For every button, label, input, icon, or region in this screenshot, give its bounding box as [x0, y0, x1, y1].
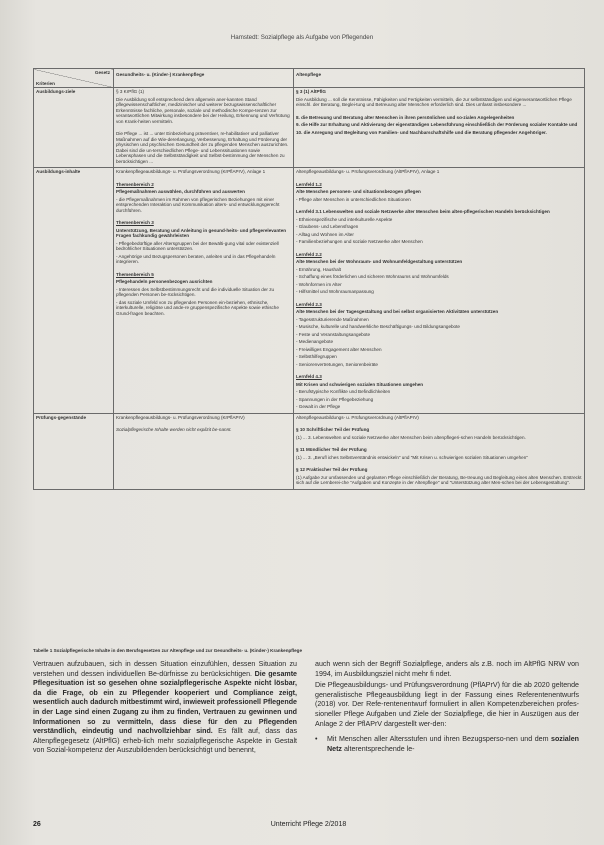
bullet-item: [315, 735, 579, 754]
cell-line: - Berufstypische Konflikte und Befindlichkeiten: [296, 389, 391, 394]
cell-line: - Alltag und Wohnen im Alter: [296, 231, 354, 237]
cell-line: Die Ausbildung ... soll die Kenntnisse, Fähigkeiten und Fertigkeiten vermitteln, die zur selbstständigen und eigenverantwortlichen Pflege einschl. der Beratung, Beglei-tung und Betreuung alter Menschen erforderlich sind. Dies umfasst insbesondere ...: [296, 96, 572, 107]
table-row: [34, 413, 585, 489]
cell-line: - Medienangebote: [296, 339, 334, 344]
col1-header: Gesundheits- u. (Kinder-) Krankenpflege: [114, 69, 294, 88]
body-right-column: [315, 660, 579, 754]
cell-line: § 3 (1) AltPflG: [296, 89, 326, 94]
cell-line: Themenbereich 2: [116, 181, 154, 187]
body-left-column: [33, 660, 297, 758]
cell-line: - Glaubens- und Lebensfragen: [296, 224, 359, 229]
spacer: [296, 422, 582, 425]
criterion-cell: Prüfungs-gegenstände: [34, 413, 114, 489]
cell-line: Mit Krisen und schwierigen sozialen Situationen umgehen: [296, 381, 424, 387]
spacer: [296, 177, 582, 180]
cell-line: - Schaffung eines förderlichen und sicheren Wohnraums und Wohnumfelds: [296, 274, 449, 279]
cell-line: - Selbsthilfegruppen: [296, 354, 337, 359]
cell-line: - Hilfsmittel und Wohnraumanpassung: [296, 289, 374, 294]
spacer: [116, 126, 291, 129]
running-head: Hamstedt: Sozialpflege als Aufgabe von Pflegenden: [230, 34, 374, 41]
col2-cell: [294, 168, 585, 414]
spacer: [296, 297, 582, 300]
body-right-paragraph-1: auch wenn sich der Begriff Sozialpflege, anders als z.B. noch im AltPflG NRW von 1994, im Ausbildungsziel nicht mehr fi ndet.: [315, 660, 579, 678]
page-number: 26: [33, 821, 41, 828]
col1-cell: [114, 88, 294, 168]
cell-line: Lernfeld 1.2: [296, 181, 322, 187]
curriculum-table: [33, 68, 585, 490]
cell-line: Themenbereich 5: [116, 271, 154, 277]
journal-title: Unterricht Pflege 2/2018: [270, 821, 347, 828]
cell-line: Lernfeld 2.3: [296, 301, 322, 307]
cell-line: Pflegehandeln personenbezogen ausrichten: [116, 279, 213, 284]
spacer: [296, 247, 582, 250]
cell-line: (1) ... 3. „Berufl iches Selbstverständnis entwickeln" und "Mit Krisen u. schwierigen sozialen Situationen umgehen": [296, 454, 528, 460]
corner-cell: [34, 69, 114, 88]
spacer: [296, 110, 582, 113]
cell-line: Alte Menschen personen- und situationsbezogen pflegen: [296, 189, 421, 194]
cell-line: - Ethnienspezifische und interkulturelle Aspekte: [296, 216, 393, 222]
cell-line: Unterstützung, Beratung und Anleitung in gesund-heits- und pflegerelevanten Fragen fachkundig gewährleisten: [116, 227, 287, 238]
spacer: [116, 177, 291, 180]
cell-line: - Feste und Veranstaltungsangebote: [296, 331, 371, 337]
col1-cell: [114, 168, 294, 414]
cell-line: (1) ... 3. Lebenswelten und soziale Netzwerke alter Menschen beim altenpflegeri-schen Handeln berücksichtigen.: [296, 434, 526, 440]
col2-header: Altenpflege: [294, 69, 585, 88]
spacer: [296, 369, 582, 372]
cell-line: - Pflegebedürftige aller Altersgruppen bei der Bewälti-gung vital oder existenziell bedrohlicher Situationen unterstützen.: [116, 240, 279, 251]
cell-line: § 12 Praktischer Teil der Prüfung: [296, 467, 368, 472]
bullet-icon: •: [315, 735, 318, 744]
cell-line: - Seniorenvertretungen, Seniorenbeiräte: [296, 361, 378, 367]
cell-line: Themenbereich 3: [116, 220, 154, 225]
table-row: [34, 88, 585, 168]
spacer: [296, 442, 582, 445]
body-right-paragraph-2: Die Pflegeausbildungs- und Prüfungsverordnung (PflAPrV) für die ab 2020 geltende generalistische Pflegeausbildung liegt in der Fassung eines Referentenentwurfs (2018) vor. Der Refe-rentenentwurf formuliert in allen Kompetenzbereichen profes-sioneller Pflege Aufgaben und Ziele der Sozialpflege, die hier in Auszügen aus der Anlage 2 der PflAPrV dargestellt wer-den:: [315, 681, 579, 728]
cell-line: - Ernährung, Haushalt: [296, 266, 341, 272]
spacer: [116, 267, 291, 270]
cell-line: Lernfeld 2.2: [296, 251, 322, 257]
cell-line: - Tagesstrukturierende Maßnahmen: [296, 316, 369, 322]
cell-line: - Familienbeziehungen und soziale Netzwerke alter Menschen: [296, 239, 423, 244]
cell-line: 10. die Anregung und Begleitung von Familien- und Nachbarschaftshilfe und die Beratung pflegender Angehöriger.: [296, 129, 547, 135]
cell-line: Altenpflegeausbildungs- u. Prüfungsverordnung (AltPflAPrV): [296, 414, 419, 420]
cell-line: § 11 Mündlicher Teil der Prüfung: [296, 447, 367, 452]
cell-line: Die Pflege ... ist ... unter Einbeziehung präventiver, re-habilitativer und palliativer Maßnahmen auf die Wie-dererlangung, Verbesserung, Erhaltung und Förderung der physischen und psychischen Gesundheit der zu pflegenden Menschen auszurichten. Dabei sind die un-terschiedlichen Pflege- und Lebenssituationen sowie Lebensphasen und die Selbstständigkeit und Selbst-bestimmung der Menschen zu berücksichtigen ...: [116, 131, 289, 164]
cell-line: Pflegemaßnahmen auswählen, durchführen und auswerten: [116, 189, 245, 194]
spacer: [116, 422, 291, 425]
body-left-text: Vertrauen aufzubauen, sich in dessen Situation einzufühlen, dessen Situation zu verstehen und dessen individuellen Be-dürfnisse zu berücksichtigen. Die gesamte Pflegesituation ist so gesehen ohne sozialpflegerische Aspekte nicht lösbar, da die Frage, ob ein zu Pflegender kooperiert und Compliance zeigt, wesentlich auch dadurch mitbestimmt wird, inwieweit professionell Pflegende in der Lage sind einen Zugang zu ihm zu finden, Vertrauen zu gewinnen und Informationen so zu vermitteln, dass diese für den zu Pflegenden verständlich, eindeutig und nachvollziehbar sind. Es fällt auf, dass das Altenpflegegesetz (AltPflG) erheb-lich mehr sozialpflegerische Aspekte in Gestalt von Sozial-kompetenz der Auszubildenden berücksichtigt und benennt,: [33, 660, 298, 755]
cell-line: Lernfeld 4.3: [296, 374, 322, 379]
cell-line: - Angehörige und Bezugspersonen beraten, anleiten und in das Pflegehandeln integrieren.: [116, 253, 276, 264]
spacer: [296, 462, 582, 465]
cell-line: - die Pflegemaßnahmen im Rahmen von pflegerischen Beziehungen mit einer entsprechenden Interaktion und Kommunikation alters- und entwicklungsgerecht durchführen.: [116, 196, 280, 213]
cell-line: § 3 KrPflG (1): [116, 89, 145, 94]
cell-line: Krankenpflegeausbildungs- u. Prüfungsverordnung (KrPflAPrV): [116, 414, 245, 420]
cell-line: - Pflege alter Menschen in unterschiedlichen Situationen: [296, 196, 411, 202]
col1-cell: [114, 413, 294, 489]
cell-line: - Musische, kulturelle und handwerkliche Beschäftigungs- und Bildungsangebote: [296, 324, 460, 329]
cell-line: 8. die Betreuung und Beratung alter Menschen in ihren persönlichen und so-zialen Angelegenheiten: [296, 114, 515, 120]
cell-line: Krankenpflegeausbildungs- u. Prüfungsverordnung (KrPflAPrV), Anlage 1: [116, 169, 266, 174]
cell-line: - das soziale Umfeld von zu pflegenden Personen ein-beziehen, ethnische, interkulturelle, religiöse und ande-re gruppenspezifische Aspekte sowie ethische Grund-fragen beachten.: [116, 299, 279, 316]
cell-line: - Wohnformen im Alter: [296, 281, 342, 287]
cell-line: - Interessen des Selbstbestimmungsrecht und die individuelle Situation der zu pflegenden Personen be-rücksichtigen.: [116, 286, 275, 297]
table-header-row: [34, 69, 585, 88]
cell-line: - Freiwilliges Engagement alter Menschen: [296, 346, 382, 352]
spacer: [296, 204, 582, 207]
table-row: [34, 168, 585, 414]
cell-line: Sozialpflegerische Inhalte werden nicht explizit be-nannt.: [116, 427, 232, 432]
criterion-cell: Ausbildungs-inhalte: [34, 168, 114, 414]
cell-line: - Gewalt in der Pflege: [296, 404, 341, 409]
col2-cell: [294, 88, 585, 168]
table-caption: Tabelle 1 Sozialpflegerische Inhalte in den Berufsgesetzen zur Altenpflege und zur Gesundheits- u. (Kinder-) Krankenpflege: [33, 648, 303, 653]
cell-line: (1) Aufgabe zur umfassenden und geplanten Pflege einschließlich der Beratung, Be-treuung und Begleitung eines alten Menschen. Erstreckt sich auf die Lernberei-che "Aufgaben und Konzepte in der Altenpflege" und "Unterstützung alter Men-schen bei der Lebensgestaltung".: [296, 474, 582, 485]
spacer: [116, 215, 291, 218]
cell-line: Lernfeld 3.1 Lebenswelten und soziale Netzwerke alter Menschen beim alten-pflegerischen Handeln berücksichtigen: [296, 209, 550, 214]
cell-line: § 10 Schriftlicher Teil der Prüfung: [296, 427, 370, 432]
cell-line: Alte Menschen bei der Wohnraum- und Wohnumfeldgestaltung unterstützen: [296, 259, 463, 264]
corner-bottom-label: Kriterien: [36, 80, 55, 86]
corner-top-label: Gesetz: [94, 70, 110, 75]
cell-line: 9. die Hilfe zur Erhaltung und Aktivierung der eigenständigen Lebensführung einschließlich der Förderung sozialer Kontakte und: [296, 122, 578, 127]
cell-line: - Spannungen in der Pflegebeziehung: [296, 396, 374, 402]
cell-line: Altenpflegeausbildungs- u. Prüfungsverordnung (AltPflAPrV), Anlage 1: [296, 169, 440, 174]
cell-line: Alte Menschen bei der Tagesgestaltung und bei selbst organisierten Aktivitäten unterstützen: [296, 309, 499, 314]
bullet-text: Mit Menschen aller Altersstufen und ihren Bezugsperso-nen und dem sozialen Netz alterentsprechende le-: [327, 735, 579, 753]
criterion-cell: Ausbildungs-ziele: [34, 88, 114, 168]
cell-line: Die Ausbildung soll entsprechend dem allgemein aner-kannten Stand pflegewissenschaftlicher, medizinischer und weiterer bezugswissenschaftlicher Erkenntnisse fachliche, personale, soziale und methodische Kompe-tenzen zur verantwortlichen Mitwirkung insbesondere bei der Heilung, Erkennung und Verhütung von Krank-heiten vermitteln.: [116, 96, 290, 124]
col2-cell: [294, 413, 585, 489]
